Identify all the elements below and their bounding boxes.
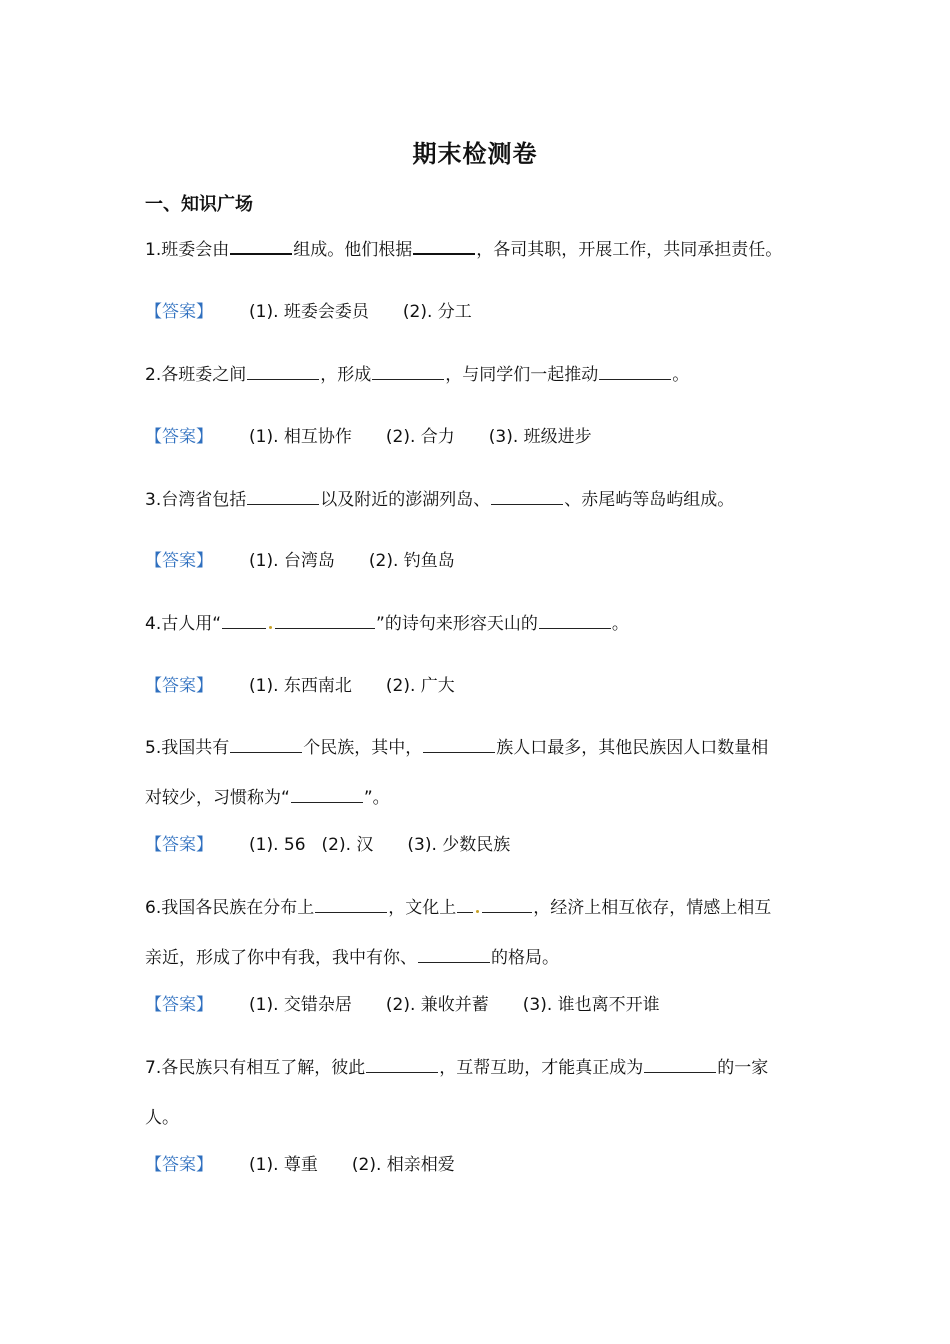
question-text: 5.我国共有 (145, 738, 230, 758)
question-line-2 (145, 933, 815, 983)
question-line-2 (145, 1093, 815, 1143)
question-text: ，互帮互助，才能真正成为 (439, 1058, 644, 1078)
question-text: ，形成 (320, 365, 372, 385)
answer-label: 【答案】 (145, 427, 213, 447)
answer-blank (413, 252, 475, 255)
answer-item: (2). 广大 (385, 676, 455, 696)
question-3 (145, 475, 815, 525)
question-text: 4.古人用“ (145, 614, 222, 634)
answer-item: (1). 尊重 (249, 1155, 318, 1175)
answer-blank (315, 911, 387, 913)
answer-item: (3). 少数民族 (407, 835, 511, 855)
question-line-2 (145, 773, 815, 823)
question-text: 对较少，习惯称为“ (145, 788, 290, 808)
question-text: 1.班委会由 (145, 240, 230, 260)
answer-blank (230, 751, 302, 753)
answer-label: 【答案】 (145, 551, 213, 571)
question-7 (145, 1043, 815, 1143)
answer-blank (372, 378, 444, 380)
question-4 (145, 599, 815, 649)
answer-item: (1). 台湾岛 (249, 551, 335, 571)
question-text: 的格局。 (491, 948, 559, 968)
section-heading: 一、知识广场 (145, 194, 253, 215)
answer-6 (145, 990, 694, 1020)
answer-blank (275, 627, 375, 629)
answer-blank (418, 961, 490, 963)
question-text: 以及附近的澎湖列岛、 (320, 490, 491, 510)
question-text: 、赤尾屿等岛屿组成。 (564, 490, 735, 510)
question-text: 人。 (145, 1108, 179, 1128)
answer-blank (230, 252, 292, 255)
page-title: 期末检测卷 (412, 140, 538, 168)
question-text: 亲近，形成了你中有我，我中有你、 (145, 948, 417, 968)
mark-dot (476, 910, 479, 913)
answer-item: (1). 交错杂居 (249, 995, 352, 1015)
mark-dot (269, 626, 272, 629)
question-5 (145, 723, 815, 823)
answer-label: 【答案】 (145, 835, 213, 855)
answer-item: (1). 56 (249, 835, 306, 855)
answer-4 (145, 671, 489, 701)
answer-item: (1). 班委会委员 (249, 302, 369, 322)
answer-1 (145, 297, 506, 327)
answer-blank (539, 627, 611, 629)
question-text: ，文化上 (388, 898, 457, 918)
answer-item: (3). 班级进步 (488, 427, 592, 447)
question-2 (145, 350, 815, 400)
answer-label: 【答案】 (145, 1155, 213, 1175)
answer-blank (366, 1071, 438, 1073)
answer-blank (457, 911, 473, 913)
question-text: 组成。他们根据 (293, 240, 413, 260)
question-text: 3.台湾省包括 (145, 490, 247, 510)
answer-label: 【答案】 (145, 995, 213, 1015)
question-text: 族人口最多，其他民族因人口数量相 (496, 738, 769, 758)
question-text: 的一家 (717, 1058, 769, 1078)
answer-blank (247, 503, 319, 505)
answer-label: 【答案】 (145, 302, 213, 322)
answer-blank (247, 378, 319, 380)
answer-item: (1). 相互协作 (249, 427, 352, 447)
question-text: 6.我国各民族在分布上 (145, 898, 315, 918)
answer-3 (145, 546, 489, 576)
answer-item: (2). 汉 (321, 835, 374, 855)
question-6 (145, 883, 815, 983)
question-text: 个民族，其中， (303, 738, 423, 758)
question-text: 2.各班委之间 (145, 365, 247, 385)
answer-item: (2). 分工 (402, 302, 472, 322)
answer-blank (599, 378, 671, 380)
question-text: ”。 (363, 788, 390, 808)
answer-item: (2). 相亲相爱 (351, 1155, 455, 1175)
answer-item: (3). 谁也离不开谁 (522, 995, 660, 1015)
answer-item: (2). 钓鱼岛 (368, 551, 455, 571)
question-text: 。 (672, 365, 690, 385)
answer-item: (1). 东西南北 (249, 676, 352, 696)
question-1 (145, 225, 815, 275)
answer-blank (222, 627, 266, 629)
answer-5 (145, 830, 544, 860)
question-text: ，与同学们一起推动 (445, 365, 599, 385)
question-text: 。 (611, 614, 629, 634)
answer-blank (423, 751, 495, 753)
answer-item: (2). 兼收并蓄 (385, 995, 489, 1015)
answer-blank (482, 911, 532, 913)
answer-2 (145, 422, 626, 452)
question-text: ”的诗句来形容天山的 (376, 614, 538, 634)
answer-blank (491, 503, 563, 505)
question-text: ，经济上相互依存，情感上相互 (533, 898, 772, 918)
answer-blank (291, 801, 363, 803)
question-text: 7.各民族只有相互了解，彼此 (145, 1058, 366, 1078)
answer-7 (145, 1150, 489, 1180)
answer-item: (2). 合力 (385, 427, 455, 447)
answer-label: 【答案】 (145, 676, 213, 696)
question-text: ，各司其职，开展工作，共同承担责任。 (476, 240, 783, 260)
answer-blank (644, 1071, 716, 1073)
